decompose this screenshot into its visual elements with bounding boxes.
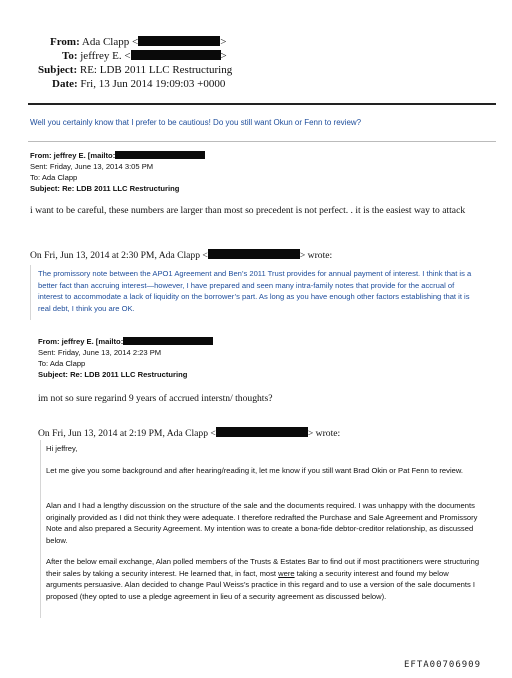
msg1-from [30,150,205,161]
redaction-block [123,337,213,345]
bates-number: EFTA00706909 [404,660,482,670]
quote2-intro-close: > wrote: [307,428,341,439]
msg1-from-text: From: jeffrey E. [mailto: [30,151,116,160]
msg1-subject: Subject: Re: LDB 2011 LLC Restructuring [30,184,180,193]
reply-body: Well you certainly know that I prefer to be cautious! Do you still want Okun or Fenn to review? [30,118,362,127]
to-label: To: [62,50,78,62]
quote1-intro-text: On Fri, Jun 13, 2014 at 2:30 PM, Ada Clapp < [30,250,208,261]
email-header-to [62,50,227,63]
quote2-paragraph-3-a: After the below email exchange, Alan polled members of the Trusts & Estates Bar to find out if most practitioners were structuring their sales by taking a security interest. He learned that, in fact, most [46,557,480,578]
quote2-paragraph-2: Alan and I had a lengthy discussion on the structure of the sale and the documents required. I was unhappy with the documents originally provided as I did not think they were adequate. I therefore redrafted the Purchase and Sale Agreement and Promissory Note and also prepared a Security Agreement. My intention was to create a bona-fide debtor-creditor relationship, as discussed below. [46,501,478,545]
from-close: > [220,36,227,48]
msg1-body: i want to be careful, these numbers are larger than most so precedent is not perfect. . it is the easiest way to attack [30,205,466,216]
divider [28,141,496,142]
quote2-paragraph-3 [46,556,486,602]
msg2-from [38,336,213,347]
msg2-body: im not so sure regarind 9 years of accrued interstn/ thoughts? [38,393,273,404]
redaction-block [208,249,300,259]
subject-value: RE: LDB 2011 LLC Restructuring [79,64,233,76]
quote1-intro-close: > wrote: [299,250,333,261]
quote-bar [30,265,31,320]
msg1-to: To: Ada Clapp [30,173,78,182]
redaction-block [216,427,308,437]
header-divider [28,103,496,105]
from-value: Ada Clapp < [81,36,139,48]
from-label: From: [50,36,80,48]
quote2-paragraph-3-underlined: were [278,568,295,578]
date-label: Date: [52,78,78,90]
quote2-paragraph-3-b: taking a security interest and found my below arguments persuasive. Alan decided to change Paul Weiss’s practice in this regard and to use a version of the sale documents I proposed (they opted to use a pledge agreement in lieu of a security agreement as discussed below). [46,568,476,601]
msg1-sent: Sent: Friday, June 13, 2014 3:05 PM [30,162,154,171]
quote2-intro-text: On Fri, Jun 13, 2014 at 2:19 PM, Ada Clapp < [38,428,216,439]
email-header-date [52,78,225,91]
subject-label: Subject: [38,64,78,76]
quote2-paragraph-1: Let me give you some background and after hearing/reading it, let me know if you still want Brad Okin or Pat Fenn to review. [46,466,464,475]
msg2-sent: Sent: Friday, June 13, 2014 2:23 PM [38,348,162,357]
redaction-block [131,50,221,60]
msg2-to: To: Ada Clapp [38,359,86,368]
quote1-body: The promissory note between the APO1 Agreement and Ben’s 2011 Trust provides for annual payment of interest. I think that is a better fact than accruing interest—however, I have prepared and seen many intra-family notes that provide for the accrual of interest to accommodate a lack of liquidity on the borrower’s part. As long as you have enough other factors establishing that it is real debt, I think you are OK. [38,269,472,313]
email-header-subject [38,64,232,77]
to-value: jeffrey E. < [80,50,131,62]
redaction-block [115,151,205,159]
msg2-from-text: From: jeffrey E. [mailto: [38,337,124,346]
to-close: > [220,50,227,62]
date-value: Fri, 13 Jun 2014 19:09:03 +0000 [80,78,226,90]
quote1-intro [30,249,332,262]
msg2-subject: Subject: Re: LDB 2011 LLC Restructuring [38,370,188,379]
quote2-intro [38,427,340,440]
email-header-from [50,36,226,49]
quote2-greeting: Hi jeffrey, [46,444,78,453]
redaction-block [138,36,220,46]
quote-bar [40,440,41,618]
